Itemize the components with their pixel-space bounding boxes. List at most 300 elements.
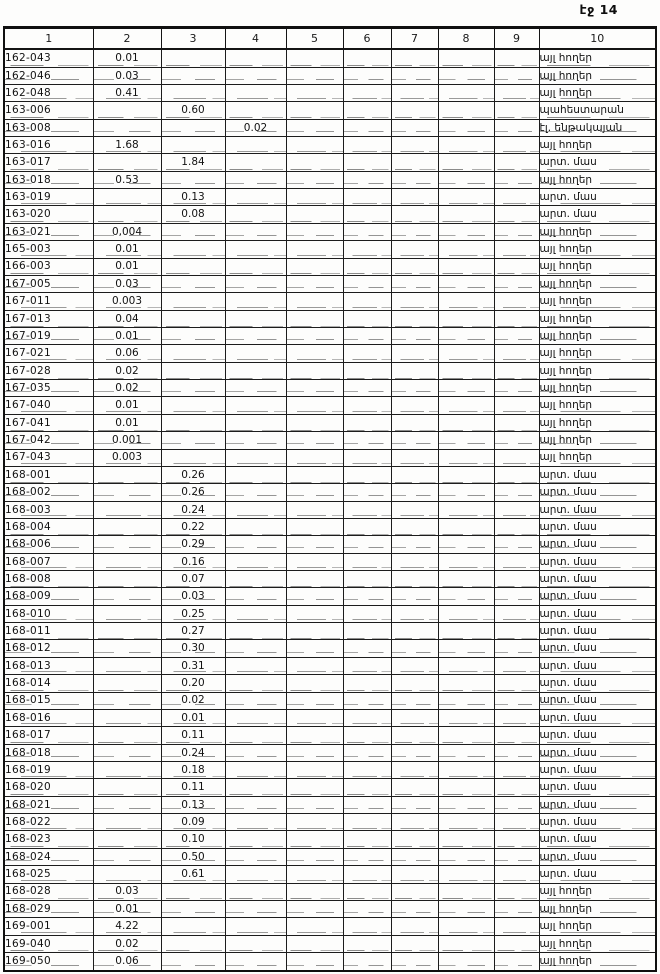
col4-value-cell — [225, 154, 286, 171]
empty-cell — [438, 293, 494, 310]
table-row — [4, 883, 656, 900]
col3-value-cell: 0.16 — [161, 553, 225, 570]
empty-cell — [494, 553, 539, 570]
col4-value-cell — [225, 258, 286, 275]
parcel-code-cell: 168-001 — [4, 466, 93, 483]
empty-cell — [494, 154, 539, 171]
empty-cell — [391, 362, 438, 379]
empty-cell — [286, 119, 343, 136]
parcel-code-cell: 168-029 — [4, 900, 93, 917]
col2-value-cell: 0.01 — [93, 900, 161, 917]
parcel-code-cell: 168-011 — [4, 623, 93, 640]
table-row — [4, 848, 656, 865]
table-row — [4, 397, 656, 414]
land-use-cell: այլ հողեր — [539, 900, 656, 917]
empty-cell — [391, 553, 438, 570]
empty-cell — [438, 935, 494, 952]
empty-cell — [343, 536, 391, 553]
col2-value-cell: 0.02 — [93, 380, 161, 397]
col2-value-cell: 0.01 — [93, 258, 161, 275]
empty-cell — [343, 241, 391, 258]
col3-value-cell — [161, 84, 225, 101]
empty-cell — [391, 831, 438, 848]
empty-cell — [286, 466, 343, 483]
table-row — [4, 623, 656, 640]
land-use-cell: այլ հողեր — [539, 362, 656, 379]
empty-cell — [286, 171, 343, 188]
empty-cell — [438, 84, 494, 101]
col2-value-cell — [93, 553, 161, 570]
land-use-cell: այլ հողեր — [539, 137, 656, 154]
col3-value-cell — [161, 137, 225, 154]
parcel-code-cell: 168-025 — [4, 866, 93, 883]
col4-value-cell — [225, 397, 286, 414]
col3-value-cell — [161, 345, 225, 362]
col4-value-cell — [225, 866, 286, 883]
empty-cell — [343, 831, 391, 848]
empty-cell — [438, 49, 494, 67]
col2-value-cell — [93, 866, 161, 883]
empty-cell — [438, 918, 494, 935]
col3-value-cell: 0.27 — [161, 623, 225, 640]
land-use-cell: այլ հողեր — [539, 397, 656, 414]
col2-value-cell: 0.41 — [93, 84, 161, 101]
empty-cell — [391, 744, 438, 761]
empty-cell — [494, 623, 539, 640]
empty-cell — [438, 883, 494, 900]
empty-cell — [438, 241, 494, 258]
col2-value-cell: 0.02 — [93, 362, 161, 379]
col2-value-cell — [93, 727, 161, 744]
empty-cell — [343, 275, 391, 292]
empty-cell — [343, 883, 391, 900]
col3-value-cell — [161, 310, 225, 327]
parcel-code-cell: 162-043 — [4, 49, 93, 67]
col3-value-cell: 0.09 — [161, 814, 225, 831]
empty-cell — [494, 744, 539, 761]
parcel-code-cell: 163-018 — [4, 171, 93, 188]
empty-cell — [343, 709, 391, 726]
land-use-cell: արտ. մաս — [539, 571, 656, 588]
land-use-cell: արտ. մաս — [539, 814, 656, 831]
table-row — [4, 518, 656, 535]
land-use-cell: արտ. մաս — [539, 501, 656, 518]
parcel-code-cell: 165-003 — [4, 241, 93, 258]
empty-cell — [438, 640, 494, 657]
col4-value-cell — [225, 518, 286, 535]
table-row — [4, 779, 656, 796]
empty-cell — [343, 918, 391, 935]
table-row — [4, 119, 656, 136]
empty-cell — [438, 380, 494, 397]
land-use-cell: այլ հողեր — [539, 883, 656, 900]
empty-cell — [494, 328, 539, 345]
col2-value-cell: 0,004 — [93, 223, 161, 240]
table-row — [4, 310, 656, 327]
col2-value-cell: 0.01 — [93, 241, 161, 258]
parcel-code-cell: 163-016 — [4, 137, 93, 154]
col2-value-cell: 1.68 — [93, 137, 161, 154]
col3-value-cell: 0.20 — [161, 675, 225, 692]
col4-value-cell — [225, 657, 286, 674]
empty-cell — [343, 380, 391, 397]
empty-cell — [343, 189, 391, 206]
col2-value-cell — [93, 119, 161, 136]
land-use-cell: այլ հողեր — [539, 935, 656, 952]
empty-cell — [391, 432, 438, 449]
land-use-cell: արտ. մաս — [539, 848, 656, 865]
land-use-cell: այլ հողեր — [539, 49, 656, 67]
empty-cell — [438, 258, 494, 275]
empty-cell — [494, 345, 539, 362]
empty-cell — [391, 345, 438, 362]
table-row — [4, 588, 656, 605]
empty-cell — [494, 501, 539, 518]
col4-value-cell — [225, 484, 286, 501]
parcel-code-cell: 167-028 — [4, 362, 93, 379]
empty-cell — [391, 223, 438, 240]
table-row — [4, 571, 656, 588]
table-row — [4, 258, 656, 275]
land-use-cell: արտ. մաս — [539, 588, 656, 605]
col3-value-cell: 1.84 — [161, 154, 225, 171]
empty-cell — [343, 397, 391, 414]
table-row — [4, 900, 656, 917]
empty-cell — [343, 518, 391, 535]
empty-cell — [343, 449, 391, 466]
empty-cell — [438, 605, 494, 622]
empty-cell — [494, 536, 539, 553]
col3-value-cell: 0.31 — [161, 657, 225, 674]
land-use-cell: արտ. մաս — [539, 553, 656, 570]
col3-value-cell: 0.24 — [161, 501, 225, 518]
empty-cell — [286, 206, 343, 223]
empty-cell — [438, 518, 494, 535]
col4-value-cell — [225, 536, 286, 553]
empty-cell — [391, 67, 438, 84]
col2-value-cell — [93, 640, 161, 657]
parcel-code-cell: 168-015 — [4, 692, 93, 709]
empty-cell — [286, 553, 343, 570]
table-row — [4, 918, 656, 935]
empty-cell — [391, 49, 438, 67]
col4-value-cell — [225, 189, 286, 206]
col3-value-cell: 0.10 — [161, 831, 225, 848]
col2-value-cell: 0.01 — [93, 328, 161, 345]
empty-cell — [438, 501, 494, 518]
empty-cell — [494, 432, 539, 449]
col4-value-cell — [225, 761, 286, 778]
col3-value-cell: 0.29 — [161, 536, 225, 553]
empty-cell — [438, 484, 494, 501]
empty-cell — [343, 623, 391, 640]
land-use-cell: արտ. մաս — [539, 206, 656, 223]
column-header-5: 5 — [286, 28, 343, 50]
col3-value-cell — [161, 952, 225, 971]
land-use-cell: արտ. մաս — [539, 761, 656, 778]
empty-cell — [438, 553, 494, 570]
parcel-code-cell: 168-010 — [4, 605, 93, 622]
column-header-10: 10 — [539, 28, 656, 50]
empty-cell — [286, 293, 343, 310]
empty-cell — [438, 328, 494, 345]
empty-cell — [343, 744, 391, 761]
parcel-code-cell: 168-018 — [4, 744, 93, 761]
land-use-cell: արտ. մաս — [539, 640, 656, 657]
empty-cell — [438, 952, 494, 971]
table-row — [4, 605, 656, 622]
empty-cell — [494, 640, 539, 657]
col3-value-cell: 0.02 — [161, 692, 225, 709]
empty-cell — [494, 866, 539, 883]
land-use-cell: այլ հողեր — [539, 171, 656, 188]
col4-value-cell — [225, 900, 286, 917]
land-use-cell: արտ. մաս — [539, 796, 656, 813]
land-use-cell: արտ. մաս — [539, 692, 656, 709]
empty-cell — [343, 137, 391, 154]
empty-cell — [286, 796, 343, 813]
col3-value-cell: 0.03 — [161, 588, 225, 605]
land-use-cell: էլ. ենթակայան — [539, 119, 656, 136]
empty-cell — [494, 310, 539, 327]
empty-cell — [343, 848, 391, 865]
empty-cell — [494, 137, 539, 154]
table-row — [4, 206, 656, 223]
col2-value-cell — [93, 657, 161, 674]
empty-cell — [343, 796, 391, 813]
empty-cell — [391, 848, 438, 865]
empty-cell — [494, 206, 539, 223]
empty-cell — [286, 275, 343, 292]
empty-cell — [286, 154, 343, 171]
parcel-code-cell: 163-021 — [4, 223, 93, 240]
empty-cell — [343, 258, 391, 275]
parcel-code-cell: 163-017 — [4, 154, 93, 171]
empty-cell — [286, 883, 343, 900]
empty-cell — [494, 380, 539, 397]
empty-cell — [391, 380, 438, 397]
col4-value-cell — [225, 67, 286, 84]
col3-value-cell: 0.01 — [161, 709, 225, 726]
empty-cell — [286, 814, 343, 831]
empty-cell — [343, 223, 391, 240]
empty-cell — [438, 362, 494, 379]
col4-value-cell — [225, 640, 286, 657]
column-header-3: 3 — [161, 28, 225, 50]
empty-cell — [494, 831, 539, 848]
land-use-cell: այլ հողեր — [539, 293, 656, 310]
col2-value-cell — [93, 466, 161, 483]
empty-cell — [343, 293, 391, 310]
table-row — [4, 137, 656, 154]
col4-value-cell — [225, 814, 286, 831]
col3-value-cell — [161, 414, 225, 431]
parcel-code-cell: 167-043 — [4, 449, 93, 466]
empty-cell — [438, 709, 494, 726]
col2-value-cell — [93, 154, 161, 171]
empty-cell — [391, 605, 438, 622]
col2-value-cell: 0.01 — [93, 414, 161, 431]
col2-value-cell — [93, 692, 161, 709]
table-row — [4, 761, 656, 778]
parcel-code-cell: 169-050 — [4, 952, 93, 971]
empty-cell — [286, 328, 343, 345]
col2-value-cell — [93, 189, 161, 206]
col4-value-cell — [225, 605, 286, 622]
table-row — [4, 49, 656, 67]
empty-cell — [494, 518, 539, 535]
parcel-code-cell: 163-020 — [4, 206, 93, 223]
empty-cell — [438, 623, 494, 640]
empty-cell — [391, 328, 438, 345]
table-row — [4, 727, 656, 744]
parcel-code-cell: 168-006 — [4, 536, 93, 553]
empty-cell — [343, 466, 391, 483]
col4-value-cell — [225, 571, 286, 588]
empty-cell — [343, 67, 391, 84]
land-use-cell: այլ հողեր — [539, 258, 656, 275]
col2-value-cell — [93, 675, 161, 692]
land-use-cell: արտ. մաս — [539, 518, 656, 535]
table-row — [4, 796, 656, 813]
col4-value-cell — [225, 623, 286, 640]
empty-cell — [286, 605, 343, 622]
land-use-cell: արտ. մաս — [539, 189, 656, 206]
empty-cell — [343, 84, 391, 101]
col4-value-cell — [225, 831, 286, 848]
parcel-code-cell: 167-013 — [4, 310, 93, 327]
col3-value-cell — [161, 49, 225, 67]
col3-value-cell: 0.13 — [161, 189, 225, 206]
col3-value-cell: 0.50 — [161, 848, 225, 865]
col4-value-cell — [225, 362, 286, 379]
empty-cell — [494, 414, 539, 431]
col4-value-cell — [225, 345, 286, 362]
col3-value-cell: 0.18 — [161, 761, 225, 778]
empty-cell — [286, 241, 343, 258]
parcel-code-cell: 163-019 — [4, 189, 93, 206]
col3-value-cell: 0.25 — [161, 605, 225, 622]
empty-cell — [286, 692, 343, 709]
table-row — [4, 501, 656, 518]
table-row — [4, 432, 656, 449]
col4-value-cell — [225, 328, 286, 345]
col4-value-cell — [225, 171, 286, 188]
table-row — [4, 709, 656, 726]
col4-value-cell — [225, 744, 286, 761]
empty-cell — [391, 501, 438, 518]
col2-value-cell: 0.01 — [93, 397, 161, 414]
empty-cell — [286, 518, 343, 535]
empty-cell — [438, 275, 494, 292]
table-row — [4, 189, 656, 206]
empty-cell — [438, 779, 494, 796]
empty-cell — [286, 779, 343, 796]
empty-cell — [286, 501, 343, 518]
empty-cell — [343, 206, 391, 223]
empty-cell — [343, 501, 391, 518]
parcel-code-cell: 168-019 — [4, 761, 93, 778]
land-use-cell: այլ հողեր — [539, 345, 656, 362]
parcel-code-cell: 167-040 — [4, 397, 93, 414]
empty-cell — [343, 935, 391, 952]
col4-value-cell — [225, 692, 286, 709]
empty-cell — [494, 952, 539, 971]
table-row — [4, 223, 656, 240]
table-row — [4, 380, 656, 397]
col2-value-cell — [93, 588, 161, 605]
col2-value-cell — [93, 571, 161, 588]
empty-cell — [286, 952, 343, 971]
empty-cell — [438, 848, 494, 865]
empty-cell — [286, 935, 343, 952]
column-header-4: 4 — [225, 28, 286, 50]
empty-cell — [391, 866, 438, 883]
land-use-cell: այլ հողեր — [539, 952, 656, 971]
land-use-cell: արտ. մաս — [539, 675, 656, 692]
empty-cell — [286, 866, 343, 883]
empty-cell — [343, 102, 391, 119]
empty-cell — [391, 935, 438, 952]
parcel-code-cell: 167-042 — [4, 432, 93, 449]
col3-value-cell — [161, 275, 225, 292]
parcel-code-cell: 168-007 — [4, 553, 93, 570]
empty-cell — [286, 588, 343, 605]
parcel-code-cell: 168-016 — [4, 709, 93, 726]
empty-cell — [391, 536, 438, 553]
col4-value-cell — [225, 223, 286, 240]
empty-cell — [494, 102, 539, 119]
empty-cell — [343, 328, 391, 345]
empty-cell — [391, 258, 438, 275]
col2-value-cell: 0.06 — [93, 345, 161, 362]
empty-cell — [438, 432, 494, 449]
empty-cell — [343, 432, 391, 449]
empty-cell — [494, 397, 539, 414]
col3-value-cell — [161, 293, 225, 310]
empty-cell — [438, 189, 494, 206]
empty-cell — [343, 553, 391, 570]
col2-value-cell — [93, 484, 161, 501]
empty-cell — [286, 258, 343, 275]
col4-value-cell — [225, 796, 286, 813]
empty-cell — [494, 779, 539, 796]
table-body — [4, 49, 656, 971]
parcel-code-cell: 163-006 — [4, 102, 93, 119]
col2-value-cell — [93, 102, 161, 119]
parcel-code-cell: 167-019 — [4, 328, 93, 345]
table-row — [4, 640, 656, 657]
empty-cell — [494, 709, 539, 726]
empty-cell — [438, 536, 494, 553]
empty-cell — [343, 119, 391, 136]
empty-cell — [391, 310, 438, 327]
empty-cell — [438, 102, 494, 119]
empty-cell — [438, 449, 494, 466]
land-use-cell: այլ հողեր — [539, 67, 656, 84]
col3-value-cell: 0.61 — [161, 866, 225, 883]
empty-cell — [391, 84, 438, 101]
empty-cell — [494, 796, 539, 813]
empty-cell — [286, 345, 343, 362]
empty-cell — [494, 605, 539, 622]
empty-cell — [286, 727, 343, 744]
empty-cell — [494, 241, 539, 258]
land-use-cell: այլ հողեր — [539, 414, 656, 431]
col2-value-cell — [93, 536, 161, 553]
empty-cell — [494, 900, 539, 917]
col3-value-cell — [161, 119, 225, 136]
